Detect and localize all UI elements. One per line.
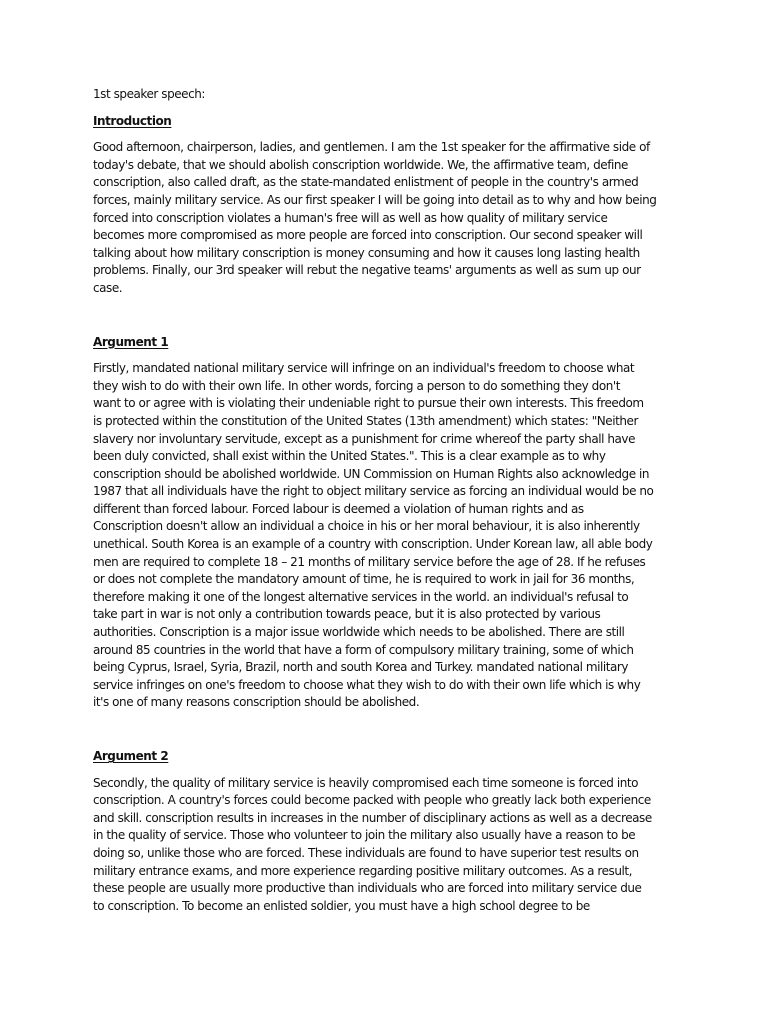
body-line: these people are usually more productive than individuals who are forced into military service due (93, 881, 642, 896)
body-line: Firstly, mandated national military service will infringe on an individual's freedom to choose what (93, 361, 635, 376)
body-line: men are required to complete 18 – 21 months of military service before the age of 28. If he refuses (93, 554, 646, 569)
body-line: becomes more compromised as more people are forced into conscription. Our second speaker will (93, 228, 643, 243)
body-line: military entrance exams, and more experience regarding positive military outcomes. As a result, (93, 863, 633, 878)
body-line: is protected within the constitution of the United States (13th amendment) which states: "Neither (93, 413, 638, 428)
body-line: and skill. conscription results in increases in the number of disciplinary actions as well as a decrease (93, 810, 652, 825)
body-line: case. (93, 280, 123, 295)
body-line: in the quality of service. Those who volunteer to join the military also usually have a reason to be (93, 828, 636, 843)
document-page (93, 86, 678, 915)
body-line: to conscription. To become an enlisted soldier, you must have a high school degree to be (93, 898, 590, 913)
body-line: conscription. A country's forces could become packed with people who greatly lack both experience (93, 793, 651, 808)
section-heading: Argument 2 (93, 749, 169, 763)
body-line: service infringes on one's freedom to choose what they wish to do with their own life which is why (93, 677, 641, 692)
body-line: unethical. South Korea is an example of a country with conscription. Under Korean law, all able body (93, 537, 653, 552)
body-line: doing so, unlike those who are forced. These individuals are found to have superior test results on (93, 845, 639, 860)
document-title: 1st speaker speech: (93, 87, 205, 101)
body-line: forces, mainly military service. As our first speaker I will be going into detail as to why and how being (93, 192, 657, 207)
section-heading: Argument 1 (93, 334, 169, 349)
body-line: they wish to do with their own life. In other words, forcing a person to do something they don't (93, 378, 620, 393)
body-line: different than forced labour. Forced labour is deemed a violation of human rights and as (93, 501, 584, 516)
body-line: Good afternoon, chairperson, ladies, and gentlemen. I am the 1st speaker for the affirmative side of (93, 140, 650, 155)
section-introduction (93, 113, 678, 298)
section-body (93, 775, 678, 916)
body-line: talking about how military conscription is money consuming and how it causes long lasting health (93, 245, 640, 260)
section-body (93, 360, 678, 712)
body-line: conscription should be abolished worldwide. UN Commission on Human Rights also acknowledge in (93, 466, 650, 481)
body-line: it's one of many reasons conscription should be abolished. (93, 695, 420, 710)
body-line: being Cyprus, Israel, Syria, Brazil, north and south Korea and Turkey. mandated national military (93, 660, 629, 675)
body-line: authorities. Conscription is a major issue worldwide which needs to be abolished. There are still (93, 625, 625, 640)
section-argument-1 (93, 334, 678, 712)
body-line: conscription, also called draft, as the state-mandated enlistment of people in the country's armed (93, 175, 639, 190)
section-body (93, 139, 678, 297)
body-line: therefore making it one of the longest alternative services in the world. an individual's refusal to (93, 589, 629, 604)
body-line: forced into conscription violates a human's free will as well as how quality of military service (93, 210, 608, 225)
section-heading: Introduction (93, 113, 172, 128)
body-line: around 85 countries in the world that have a form of compulsory military training, some of which (93, 642, 634, 657)
section-argument-2 (93, 748, 678, 915)
body-line: problems. Finally, our 3rd speaker will rebut the negative teams' arguments as well as sum up our (93, 263, 641, 278)
body-line: 1987 that all individuals have the right to object military service as forcing an individual would be no (93, 484, 654, 499)
body-line: or does not complete the mandatory amount of time, he is required to work in jail for 36 months, (93, 572, 635, 587)
body-line: today's debate, that we should abolish conscription worldwide. We, the affirmative team, define (93, 157, 628, 172)
body-line: Secondly, the quality of military service is heavily compromised each time someone is forced into (93, 775, 639, 790)
body-line: slavery nor involuntary servitude, except as a punishment for crime whereof the party shall have (93, 431, 636, 446)
body-line: Conscription doesn't allow an individual a choice in his or her moral behaviour, it is also inherently (93, 519, 640, 534)
body-line: take part in war is not only a contribution towards peace, but it is also protected by various (93, 607, 601, 622)
body-line: want to or agree with is violating their undeniable right to pursue their own interests. This freedom (93, 396, 644, 411)
body-line: been duly convicted, shall exist within the United States.". This is a clear example as to why (93, 449, 606, 464)
